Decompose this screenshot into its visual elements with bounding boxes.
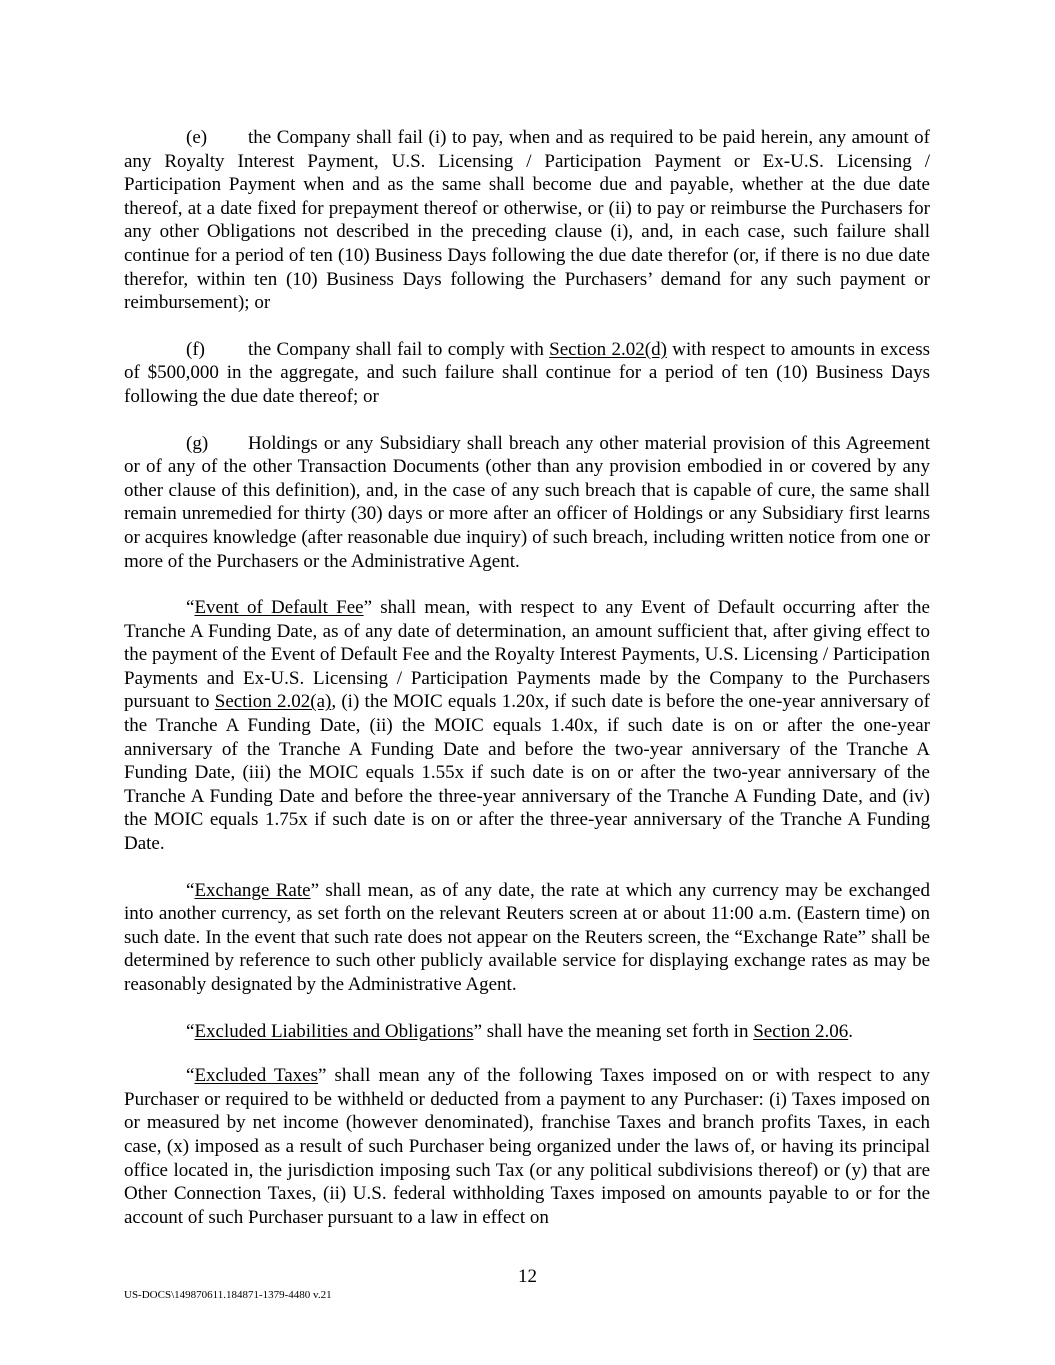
clause-g xyxy=(124,432,930,574)
clause-e xyxy=(124,126,930,315)
open-quote: “ xyxy=(186,879,195,901)
definition-text: ” shall mean, with respect to any Event of Default occurring after the Tranche A Funding Date, as of any date of determination, an amount sufficient that, after giving effect to the payment of the Event of Default Fee and the Royalty Interest Payments, U.S. Licensing / Participation Payments and Ex-U.S. Licensing / Participation Payments made by the Company to the Purchasers pursuant to xyxy=(124,597,930,713)
clause-label: (g) xyxy=(186,432,209,454)
definition-excluded-taxes xyxy=(124,1064,930,1229)
definition-text: ” shall have the meaning set forth in xyxy=(473,1020,754,1042)
clause-text: with respect to amounts in excess of $500,000 in the aggregate, and such failure shall continue for a period of ten (10) Business Days following the due date thereof; or xyxy=(124,338,930,407)
definition-text: . xyxy=(848,1020,853,1042)
defined-term: Exchange Rate xyxy=(194,879,311,901)
clause-label: (f) xyxy=(186,338,205,360)
definition-text: ” shall mean, as of any date, the rate at which any currency may be exchanged into another currency, as set forth on the relevant Reuters screen at or about 11:00 a.m. (Eastern time) on such date. In the event that such rate does not appear on the Reuters screen, the “Exchange Rate” shall be determined by reference to such other publicly available service for displaying exchange rates as may be reasonably designated by the Administrative Agent. xyxy=(124,879,930,995)
open-quote: “ xyxy=(186,1020,195,1042)
clause-text: Holdings or any Subsidiary shall breach any other material provision of this Agreement or of any of the other Transaction Documents (other than any provision embodied in or covered by any other clause of this definition), and, in the case of any such breach that is capable of cure, the same shall remain unremedied for thirty (30) days or more after an officer of Holdings or any Subsidiary first learns or acquires knowledge (after reasonable due inquiry) of such breach, including written notice from one or more of the Purchasers or the Administrative Agent. xyxy=(124,432,930,572)
clause-text: the Company shall fail to comply with xyxy=(248,338,550,360)
defined-term: Event of Default Fee xyxy=(194,597,364,619)
definition-text: ” shall mean any of the following Taxes imposed on or with respect to any Purchaser or required to be withheld or deducted from a payment to any Purchaser: (i) Taxes imposed on or measured by net income (however denominated), franchise Taxes and branch profits Taxes, in each case, (x) imposed as a result of such Purchaser being organized under the laws of, or having its principal office located in, the jurisdiction imposing such Tax (or any political subdivisions thereof) or (y) that are Other Connection Taxes, (ii) U.S. federal withholding Taxes imposed on amounts payable to or for the account of such Purchaser pursuant to a law in effect on xyxy=(124,1065,930,1228)
definition-event-of-default-fee xyxy=(124,596,930,856)
open-quote: “ xyxy=(186,1065,195,1087)
page-number: 12 xyxy=(518,1266,537,1287)
section-reference: Section 2.02(a) xyxy=(214,691,332,713)
defined-term: Excluded Taxes xyxy=(194,1065,318,1087)
open-quote: “ xyxy=(186,597,195,619)
document-id: US-DOCS\149870611.184871-1379-4480 v.21 xyxy=(124,1289,332,1301)
clause-label: (e) xyxy=(186,127,208,148)
section-reference: Section 2.06 xyxy=(753,1020,849,1042)
defined-term: Excluded Liabilities and Obligations xyxy=(194,1020,474,1042)
definition-exchange-rate xyxy=(124,879,930,997)
definition-text: , (i) the MOIC equals 1.20x, if such date is before the one-year anniversary of the Tranche A Funding Date, (ii) the MOIC equals 1.40x, if such date is on or after the one-year anniversary of the Tranche A Funding Date and before the two-year anniversary of the Tranche A Funding Date, (iii) the MOIC equals 1.55x if such date is on or after the two-year anniversary of the Tranche A Funding Date and before the three-year anniversary of the Tranche A Funding Date, and (iv) the MOIC equals 1.75x if such date is on or after the three-year anniversary of the Tranche A Funding Date. xyxy=(124,691,930,855)
clause-f xyxy=(124,338,930,409)
clause-text: the Company shall fail (i) to pay, when and as required to be paid herein, any amount of any Royalty Interest Payment, U.S. Licensing / Participation Payment or Ex-U.S. Licensing / Participation Payment when and as the same shall become due and payable, whether at the due date thereof, at a date fixed for prepayment thereof or otherwise, or (ii) to pay or reimburse the Purchasers for any other Obligations not described in the preceding clause (i), and, in each case, such failure shall continue for a period of ten (10) Business Days following the due date therefor (or, if there is no due date therefor, within ten (10) Business Days following the Purchasers’ demand for any such payment or reimbursement); or xyxy=(124,127,930,314)
document-body xyxy=(124,126,930,1252)
definition-excluded-liabilities xyxy=(124,1020,930,1044)
section-reference: Section 2.02(d) xyxy=(549,338,667,360)
